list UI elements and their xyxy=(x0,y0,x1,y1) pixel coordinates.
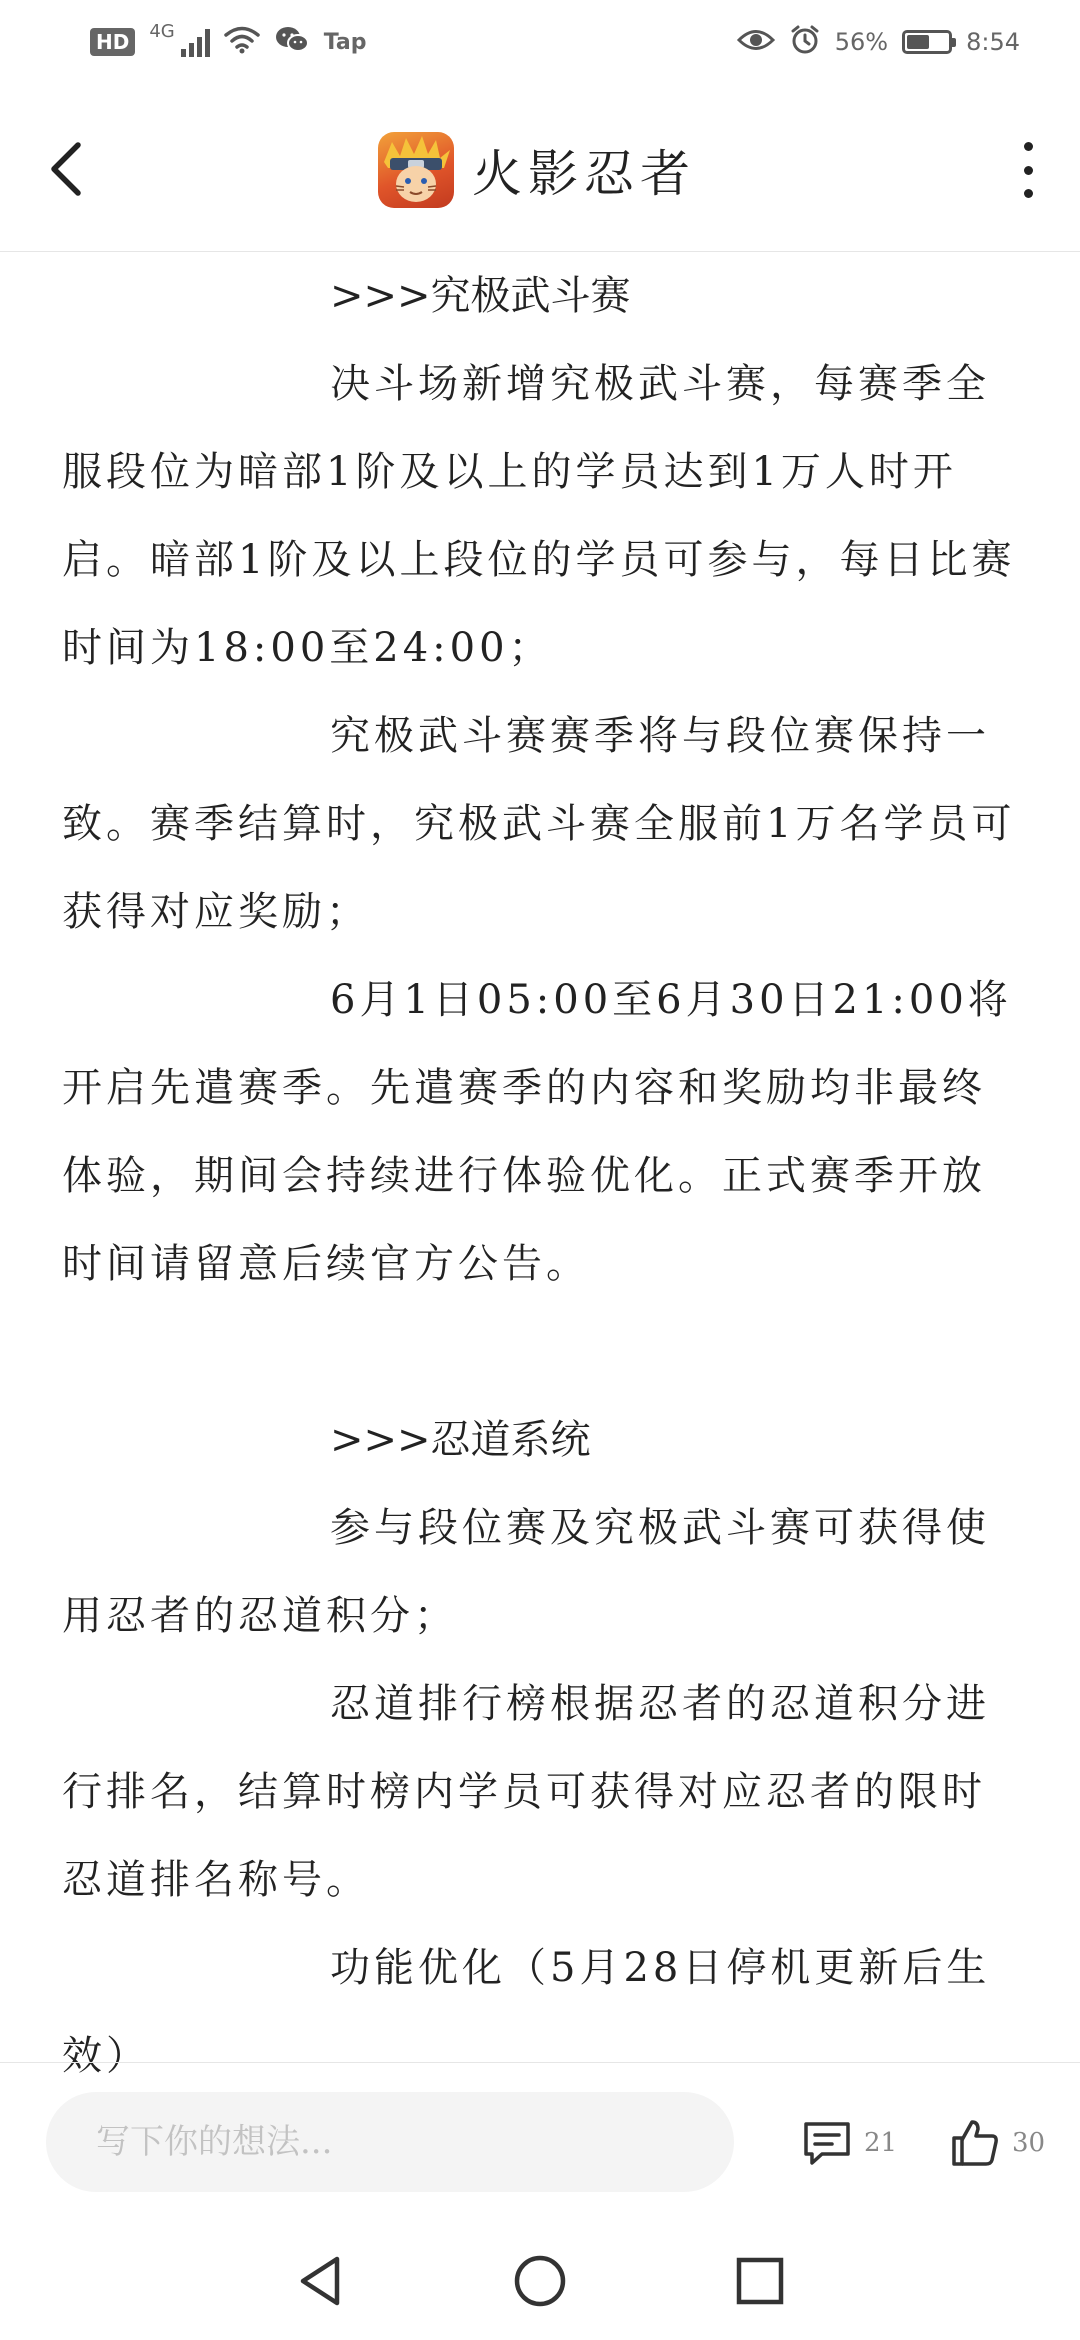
game-avatar[interactable] xyxy=(378,132,454,208)
network-type: 4G xyxy=(149,21,175,42)
like-count: 30 xyxy=(1012,2128,1046,2158)
title-wrap xyxy=(378,132,696,208)
square-recents-icon xyxy=(735,2256,785,2306)
paragraph: 忍道排行榜根据忍者的忍道积分进行排名，结算时榜内学员可获得对应忍者的限时忍道排名称号。 xyxy=(62,1681,990,1903)
tap-label: Tap xyxy=(323,29,367,55)
wifi-icon xyxy=(224,26,260,58)
nav-back-button[interactable] xyxy=(285,2246,355,2316)
page-title: 火影忍者 xyxy=(472,145,696,203)
hd-badge: HD xyxy=(90,28,135,56)
comment-button[interactable] xyxy=(800,2111,897,2175)
triangle-back-icon xyxy=(295,2254,345,2308)
more-vertical-icon xyxy=(1024,142,1033,151)
paragraph: 6月1日05:00至6月30日21:00将开启先遣赛季。先遣赛季的内容和奖励均非最终体验，期间会持续进行体验优化。正式赛季开放时间请留意后续官方公告。 xyxy=(62,977,1012,1287)
bottom-action-bar xyxy=(0,2062,1080,2222)
section-heading-ninja-way: >>>忍道系统 xyxy=(330,1417,591,1463)
chevron-left-icon xyxy=(48,141,84,197)
comment-input[interactable] xyxy=(46,2092,734,2192)
battery-percent: 56% xyxy=(834,28,889,56)
article-content xyxy=(62,252,1022,2079)
wechat-icon xyxy=(274,25,310,59)
status-bar xyxy=(0,0,1080,84)
back-button[interactable] xyxy=(36,134,96,204)
battery-icon xyxy=(902,30,952,54)
status-left xyxy=(90,21,367,59)
app-header xyxy=(0,84,1080,252)
status-right xyxy=(737,24,1020,60)
paragraph: 决斗场新增究极武斗赛，每赛季全服段位为暗部1阶及以上的学员达到1万人时开启。暗部1阶及以上段位的学员可参与，每日比赛时间为18:00至24:00； xyxy=(62,361,1016,671)
system-nav-bar xyxy=(0,2222,1080,2340)
nav-recents-button[interactable] xyxy=(725,2246,795,2316)
spacer xyxy=(62,1308,1022,1396)
thumbs-up-icon xyxy=(948,2116,1002,2170)
clock-time: 8:54 xyxy=(966,28,1020,56)
paragraph: 功能优化（5月28日停机更新后生效） xyxy=(62,1945,991,2079)
paragraph: 参与段位赛及究极武斗赛可获得使用忍者的忍道积分； xyxy=(62,1505,990,1639)
comment-icon xyxy=(800,2116,854,2170)
paragraph: 究极武斗赛赛季将与段位赛保持一致。赛季结算时，究极武斗赛全服前1万名学员可获得对应奖励； xyxy=(62,713,1016,935)
comment-count: 21 xyxy=(864,2128,898,2158)
signal-icon xyxy=(181,27,210,57)
like-button[interactable] xyxy=(948,2111,1045,2175)
alarm-icon xyxy=(789,24,821,60)
eye-icon xyxy=(737,27,775,57)
nav-home-button[interactable] xyxy=(505,2246,575,2316)
section-heading-ultimate-battle: >>>究极武斗赛 xyxy=(330,273,631,319)
circle-home-icon xyxy=(512,2253,568,2309)
more-options-button[interactable] xyxy=(1016,142,1040,198)
